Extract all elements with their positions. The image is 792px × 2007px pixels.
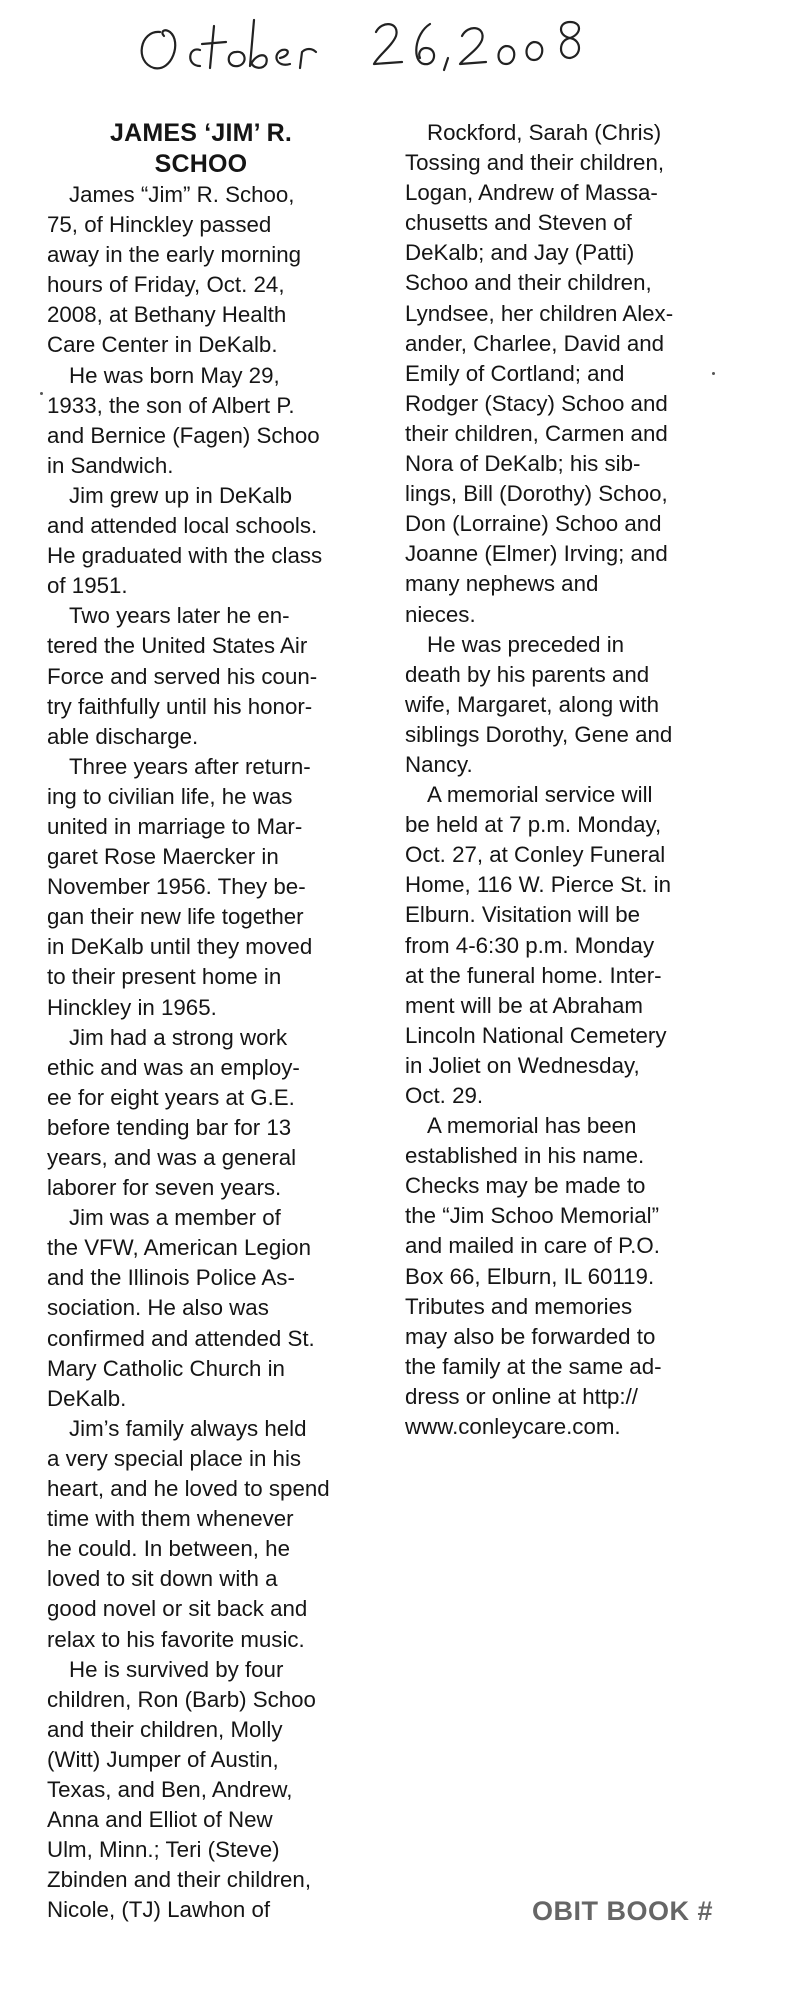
left-column-line: he could. In between, he (47, 1536, 290, 1562)
right-column-line: nieces. (405, 601, 476, 627)
left-column-line: hours of Friday, Oct. 24, (47, 272, 285, 298)
right-column-line: death by his parents and (405, 661, 650, 687)
left-column-line: garet Rose Maercker in (47, 844, 279, 870)
left-column-line: Texas, and Ben, Andrew, (47, 1776, 293, 1802)
left-column-line: Jim had a strong work (69, 1024, 288, 1050)
right-column-line: Lyndsee, her children Alex- (405, 300, 674, 326)
left-column-line: loved to sit down with a (47, 1566, 278, 1592)
right-column-line: Joanne (Elmer) Irving; and (405, 541, 668, 567)
left-column-line: and the Illinois Police As- (47, 1265, 295, 1291)
left-column-line: the VFW, American Legion (47, 1235, 311, 1261)
left-column-line: and attended local schools. (47, 513, 318, 539)
left-column-line: Three years after return- (69, 753, 311, 779)
left-column-line: Jim grew up in DeKalb (69, 482, 293, 508)
right-column-line: DeKalb; and Jay (Patti) (405, 240, 635, 266)
left-column-line: confirmed and attended St. (47, 1325, 315, 1351)
left-column-line: and Bernice (Fagen) Schoo (47, 422, 320, 448)
right-column-line: A memorial service will (427, 782, 653, 808)
right-column-line: Nora of DeKalb; his sib- (405, 451, 641, 477)
right-column-text (405, 118, 713, 1442)
left-column-line: away in the early morning (47, 242, 302, 268)
right-column-line: He was preceded in (427, 631, 625, 657)
left-column-line: a very special place in his (47, 1445, 302, 1471)
right-column-line: may also be forwarded to (405, 1323, 656, 1349)
right-column-line: ment will be at Abraham (405, 992, 643, 1018)
left-column-line: ing to civilian life, he was (47, 783, 293, 809)
right-column-line: A memorial has been (427, 1113, 637, 1139)
right-column-line: lings, Bill (Dorothy) Schoo, (405, 481, 668, 507)
right-column-line: Elburn. Visitation will be (405, 902, 641, 928)
right-column-line: and mailed in care of P.O. (405, 1233, 660, 1259)
right-column-line: Tossing and their children, (405, 150, 665, 176)
right-column-line: www.conleycare.com. (405, 1414, 621, 1440)
right-column-line: chusetts and Steven of (405, 210, 632, 236)
left-column-line: (Witt) Jumper of Austin, (47, 1746, 279, 1772)
left-column-line: try faithfully until his honor- (47, 693, 313, 719)
left-column-line: 1933, the son of Albert P. (47, 392, 295, 418)
left-column-line: Two years later he en- (69, 603, 290, 629)
left-column-line: Care Center in DeKalb. (47, 332, 278, 358)
headline-line-2: SCHOO (154, 150, 248, 178)
left-column-line: able discharge. (47, 723, 199, 749)
right-column (405, 118, 713, 1442)
right-column-line: Schoo and their children, (405, 270, 652, 296)
right-column-line: Nancy. (405, 751, 473, 777)
left-column-line: before tending bar for 13 (47, 1114, 292, 1140)
right-column-line: Home, 116 W. Pierce St. in (405, 872, 672, 898)
right-column-line: established in his name. (405, 1143, 645, 1169)
left-column (47, 118, 355, 1925)
left-column-line: James “Jim” R. Schoo, (69, 182, 295, 207)
scan-speck (712, 372, 715, 375)
left-column-line: in Sandwich. (47, 452, 174, 478)
right-column-line: Don (Lorraine) Schoo and (405, 511, 662, 537)
obit-book-stamp: OBIT BOOK # (532, 1896, 714, 1926)
left-column-line: ethic and was an employ- (47, 1054, 300, 1080)
right-column-line: the family at the same ad- (405, 1353, 662, 1379)
left-column-line: Jim was a member of (69, 1205, 281, 1231)
left-column-line: Nicole, (TJ) Lawhon of (47, 1897, 271, 1923)
left-column-line: united in marriage to Mar- (47, 813, 303, 839)
left-column-text (47, 180, 355, 1925)
left-column-line: November 1956. They be- (47, 874, 306, 900)
left-column-line: Jim’s family always held (69, 1415, 307, 1441)
left-column-line: He graduated with the class (47, 543, 323, 569)
right-column-line: ander, Charlee, David and (405, 330, 665, 356)
handwritten-date (130, 12, 600, 78)
left-column-line: Hinckley in 1965. (47, 994, 217, 1020)
left-column-line: 2008, at Bethany Health (47, 302, 287, 328)
left-column-line: of 1951. (47, 573, 128, 599)
left-column-line: tered the United States Air (47, 633, 308, 659)
left-column-line: gan their new life together (47, 904, 304, 930)
left-column-line: ee for eight years at G.E. (47, 1084, 295, 1110)
right-column-line: Lincoln National Cemetery (405, 1022, 667, 1048)
left-column-line: relax to his favorite music. (47, 1626, 305, 1652)
right-column-line: Tributes and memories (405, 1293, 633, 1319)
right-column-line: Oct. 27, at Conley Funeral (405, 842, 666, 868)
right-column-line: Logan, Andrew of Massa- (405, 180, 658, 206)
left-column-line: 75, of Hinckley passed (47, 212, 272, 238)
handwritten-date-signature (130, 12, 600, 78)
left-column-line: DeKalb. (47, 1385, 127, 1411)
left-column-line: Mary Catholic Church in (47, 1355, 285, 1381)
right-column-line: Rockford, Sarah (Chris) (427, 120, 662, 145)
obituary-headline (47, 118, 355, 180)
right-column-line: in Joliet on Wednesday, (405, 1052, 640, 1078)
right-column-line: wife, Margaret, along with (405, 691, 660, 717)
right-column-line: many nephews and (405, 571, 599, 597)
left-column-line: heart, and he loved to spend (47, 1476, 330, 1502)
scan-speck (40, 392, 43, 395)
right-column-line: from 4-6:30 p.m. Monday (405, 932, 655, 958)
right-column-line: the “Jim Schoo Memorial” (405, 1203, 660, 1229)
right-column-line: Box 66, Elburn, IL 60119. (405, 1263, 655, 1289)
right-column-line: Emily of Cortland; and (405, 360, 625, 386)
right-column-line: be held at 7 p.m. Monday, (405, 812, 662, 838)
left-column-line: sociation. He also was (47, 1295, 269, 1321)
right-column-line: Checks may be made to (405, 1173, 646, 1199)
right-column-line: Oct. 29. (405, 1083, 484, 1108)
left-column-line: He is survived by four (69, 1656, 284, 1682)
left-column-line: children, Ron (Barb) Schoo (47, 1686, 316, 1712)
headline-line-1: JAMES ‘JIM’ R. (109, 119, 292, 147)
right-column-line: dress or online at http:// (405, 1383, 639, 1409)
left-column-line: laborer for seven years. (47, 1175, 282, 1201)
left-column-line: good novel or sit back and (47, 1596, 308, 1622)
left-column-line: and their children, Molly (47, 1716, 283, 1742)
right-column-line: Rodger (Stacy) Schoo and (405, 390, 668, 416)
left-column-line: Force and served his coun- (47, 663, 318, 689)
left-column-line: Zbinden and their children, (47, 1867, 312, 1893)
left-column-line: Anna and Elliot of New (47, 1807, 273, 1833)
left-column-line: years, and was a general (47, 1145, 297, 1170)
left-column-line: time with them whenever (47, 1506, 294, 1532)
left-column-line: He was born May 29, (69, 362, 280, 388)
right-column-line: siblings Dorothy, Gene and (405, 721, 673, 747)
right-column-line: their children, Carmen and (405, 420, 668, 446)
left-column-line: to their present home in (47, 964, 282, 990)
left-column-line: Ulm, Minn.; Teri (Steve) (47, 1837, 280, 1863)
right-column-line: at the funeral home. Inter- (405, 962, 662, 988)
left-column-line: in DeKalb until they moved (47, 934, 313, 960)
